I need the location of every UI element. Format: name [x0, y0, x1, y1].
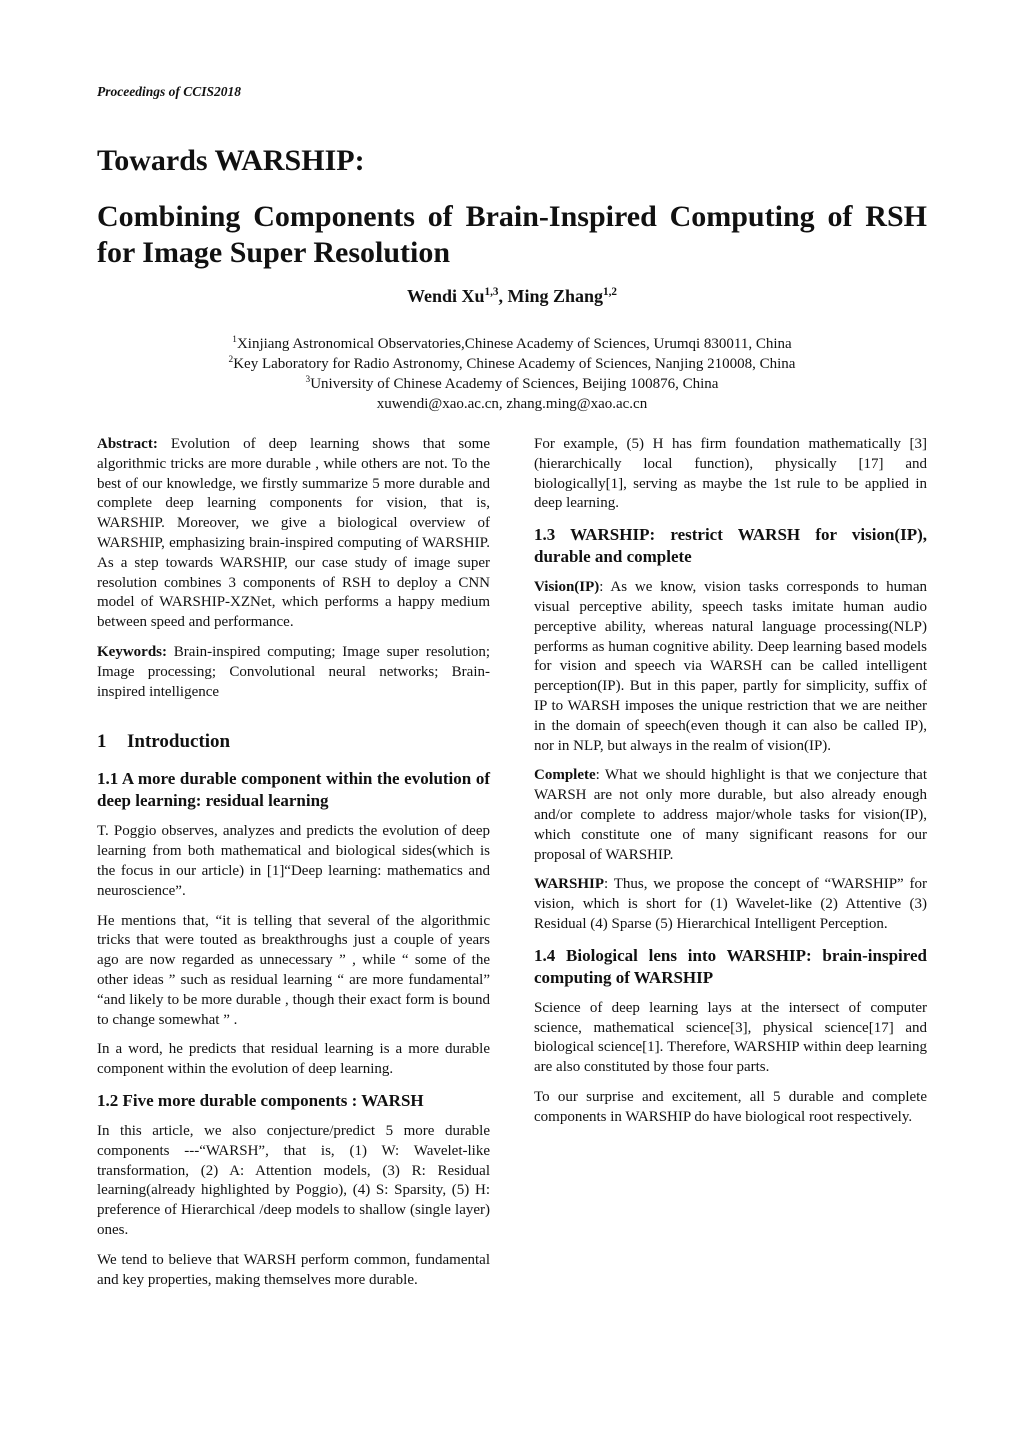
paragraph: In a word, he predicts that residual learning is a more durable component within the evolution of deep learning.	[97, 1041, 490, 1078]
paragraph: For example, (5) H has firm foundation mathematically [3](hierarchically local function), physically [17] and biologically[1], serving as maybe the 1st rule to be applied in deep learning.	[534, 436, 927, 512]
paragraph: Complete: What we should highlight is that we conjecture that WARSH are not only more durable, but also already enough and/or complete to address major/whole tasks for vision(IP), which constitute one of many significant reasons for our proposal of WARSHIP.	[534, 767, 927, 863]
affiliation-line: $^3$University of Chinese Academy of Sciences, Beijing 100876, China	[305, 375, 719, 392]
email-line: xuwendi@xao.ac.cn, zhang.ming@xao.ac.cn	[376, 396, 648, 412]
subsection-heading-1-4: 1.4 Biological lens into WARSHIP: brain-inspired computing of WARSHIP	[534, 945, 927, 987]
keywords-text: Brain-inspired computing; Image super resolution; Image processing; Convolutional neural networks; Brain-inspired intelligence	[97, 643, 490, 700]
paragraph: WARSHIP: Thus, we propose the concept of “WARSHIP” for vision, which is short for (1) Wavelet-like (2) Attentive (3) Residual (4) Sparse (5) Hierarchical Intelligent Perception.	[534, 876, 927, 932]
author-name: Wendi Xu	[407, 286, 485, 306]
left-column	[97, 435, 490, 1300]
subsection-heading-1-1: 1.1 A more durable component within the evolution of deep learning: residual learning	[97, 769, 490, 811]
author-affiliation-marker: 1,3	[484, 286, 499, 298]
keywords-label: Keywords:	[97, 643, 167, 660]
author-list: Wendi Xu$^{1,3}$, Ming Zhang$^{1,2}$	[407, 286, 617, 306]
affiliation-line: $^1$Xinjiang Astronomical Observatories,Chinese Academy of Sciences, Urumqi 830011, China	[232, 335, 792, 352]
paragraph: We tend to believe that WARSH perform common, fundamental and key properties, making themselves more durable.	[97, 1251, 490, 1288]
section-heading-introduction: 1 Introduction	[97, 731, 231, 753]
abstract-label: Abstract:	[97, 436, 158, 452]
paragraph: He mentions that, “it is telling that several of the algorithmic tricks that were touted as breakthroughs just a couple of years ago are now regarded as unnecessary ” , while “ some of the other ideas ” such as residual learning “ are more fundamental” “and likely to be more durable , though their exact form is bound to change somewhat ” .	[97, 912, 490, 1028]
keywords	[97, 643, 490, 702]
author-affiliation-marker: 1,2	[603, 286, 617, 298]
title-line-2: Combining Components of Brain-Inspired Computing of RSH for Image Super Resolution	[97, 200, 927, 269]
affiliations	[97, 334, 927, 414]
paragraph: In this article, we also conjecture/predict 5 more durable components ---“WARSH”, that is, (1) W: Wavelet-like transformation, (2) A: Attention models, (3) R: Residual learning(already highlighted by Poggio), (4) S: Sparsity, (5) H: preference of Hierarchical /deep models to shallow (single layer) ones.	[97, 1122, 490, 1238]
running-head: Proceedings of CCIS2018	[97, 84, 242, 99]
paragraph: Vision(IP): As we know, vision tasks corresponds to human visual perceptive ability, speech tasks imitate human audio perceptive ability, whereas natural language processing(NLP) performs as human cognitive ability. Deep learning based models for vision and speech via WARSH can be called intelligent perception(IP). But in this paper, partly for simplicity, suffix of IP to WARSH imposes the unique restriction that we are neither in the domain of speech(even though it can also be called IP), nor in NLP, but always in the realm of vision(IP).	[534, 579, 927, 754]
author-name: Ming Zhang	[507, 286, 604, 306]
abstract-text: Evolution of deep learning shows that some algorithmic tricks are more durable , while others are not. To the best of our knowledge, we firstly summarize 5 more durable and complete deep learning components for vision, that is, WARSHIP. Moreover, we give a biological overview of WARSHIP, emphasizing brain-inspired computing of WARSHIP. As a step towards WARSHIP, our case study of image super resolution combines 3 components of RSH to deploy a CNN model of WARSHIP-XZNet, which performs a happy medium between speed and performance.	[97, 436, 490, 631]
paragraph: Science of deep learning lays at the intersect of computer science, mathematical science[3], physical science[17] and biological science[1]. Therefore, WARSHIP within deep learning are also constituted by those four parts.	[534, 999, 927, 1076]
subsection-heading-1-2: 1.2 Five more durable components : WARSH	[97, 1090, 424, 1110]
affiliation-line: $^2$Key Laboratory for Radio Astronomy, Chinese Academy of Sciences, Nanjing 210008, China	[228, 355, 796, 372]
title-line-1: Towards WARSHIP:	[97, 144, 365, 177]
paragraph: To our surprise and excitement, all 5 durable and complete components in WARSHIP do have biological root respectively.	[534, 1088, 927, 1125]
right-column	[534, 435, 927, 1138]
abstract	[97, 435, 490, 633]
subsection-heading-1-3: 1.3 WARSHIP: restrict WARSH for vision(IP), durable and complete	[534, 525, 927, 567]
paragraph: T. Poggio observes, analyzes and predicts the evolution of deep learning from both mathematical and biological sides(which is the focus in our article) in [1]“Deep learning: mathematics and neuroscience”.	[97, 823, 490, 899]
